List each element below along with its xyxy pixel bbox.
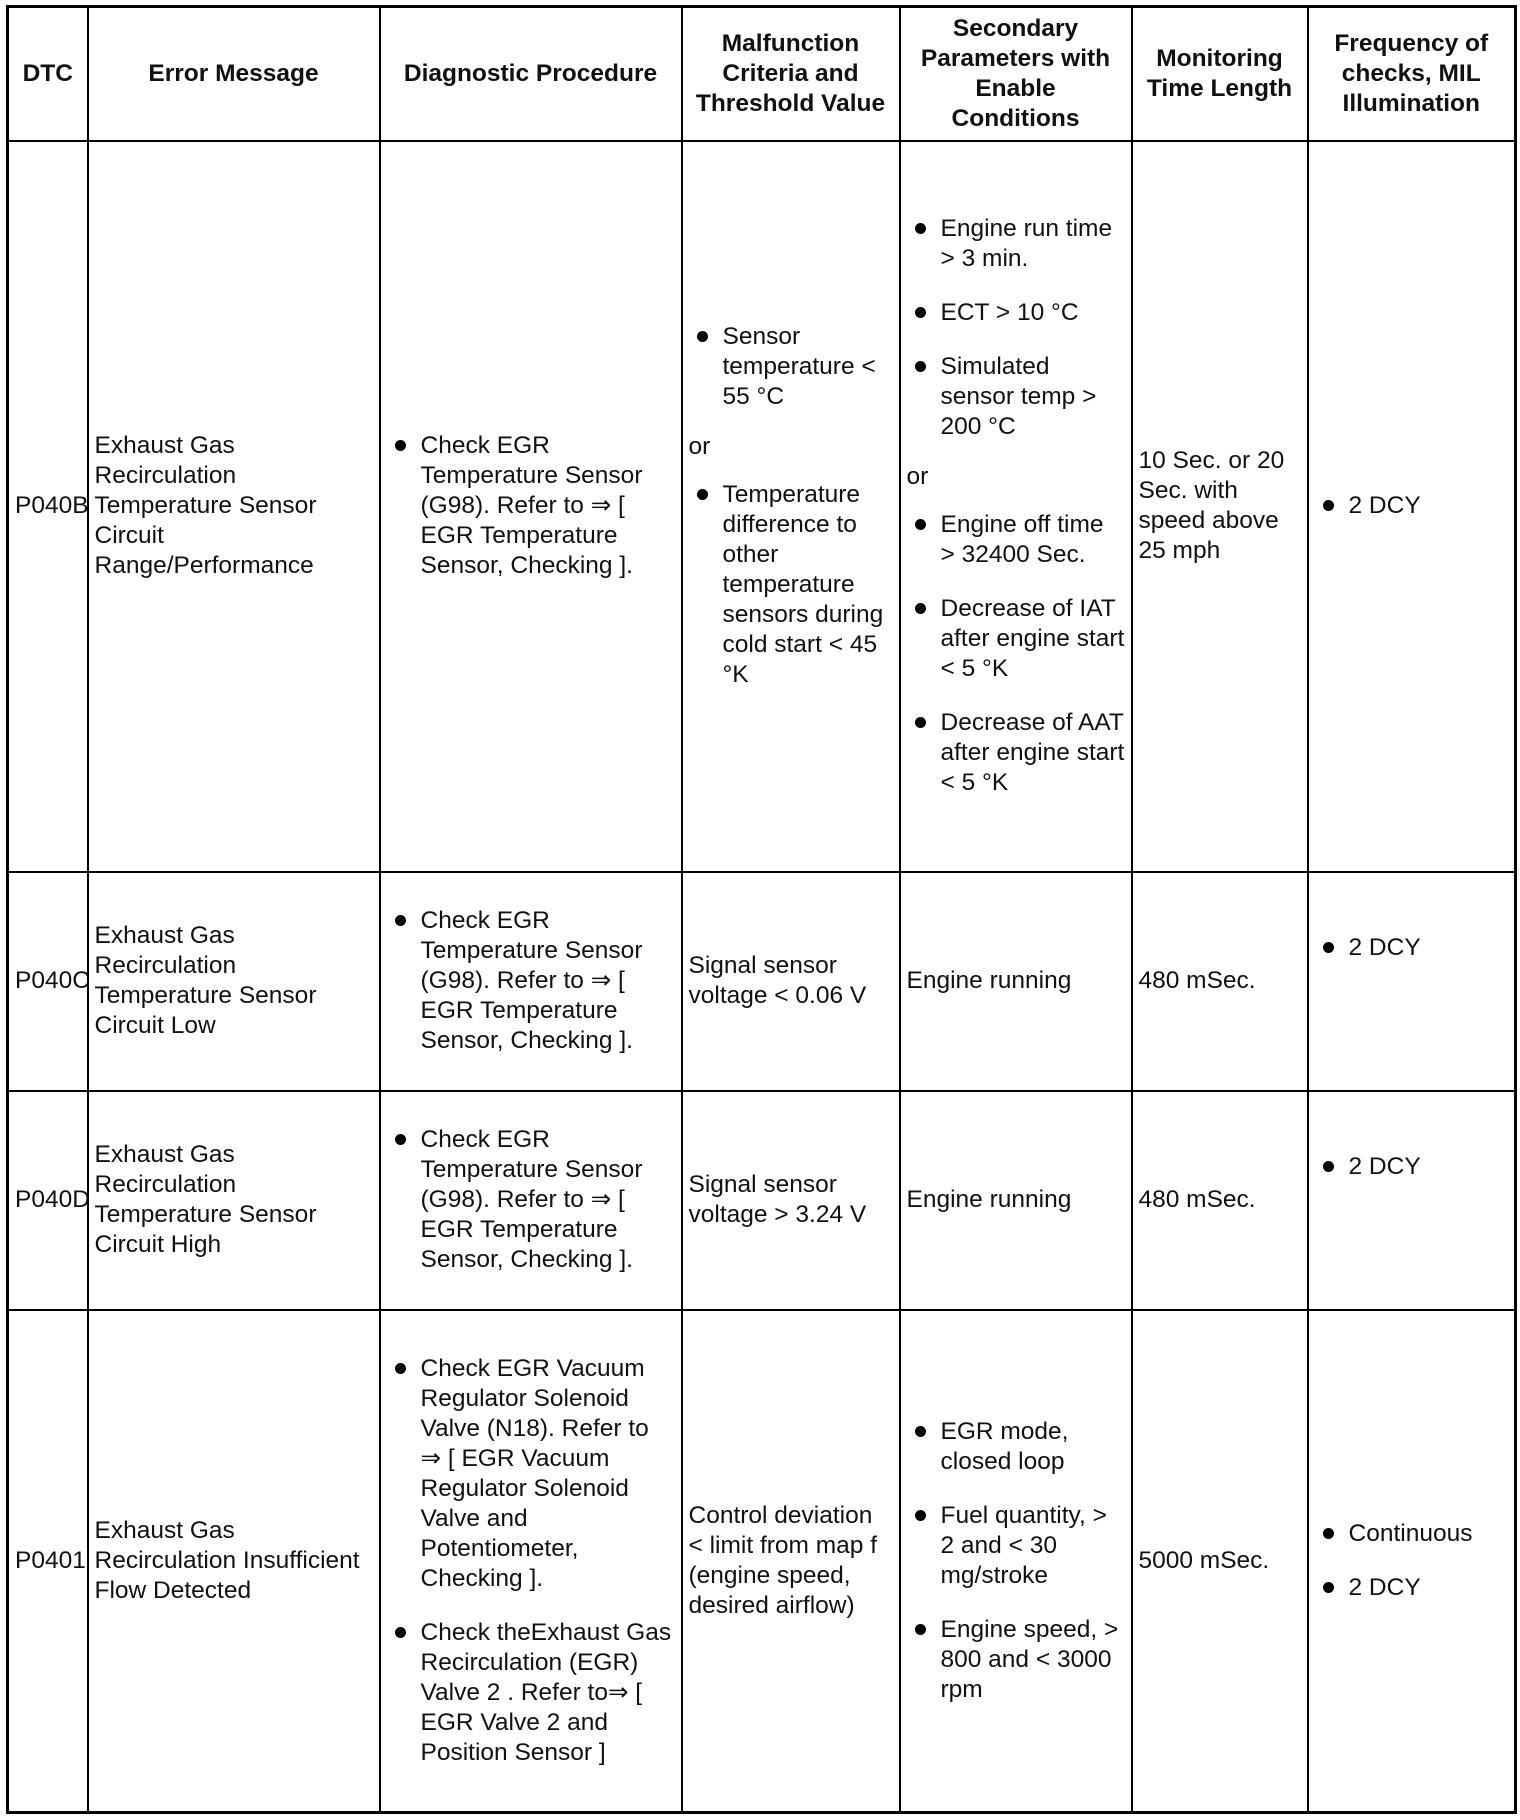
monitoring-time: 5000 mSec. [1132,1310,1308,1813]
malfunction-criteria: Control deviation < limit from map f (engine speed, desired airflow) [682,1310,900,1813]
frequency [1308,872,1516,1091]
frequency-item: Continuous [1315,1519,1509,1549]
header-diagnostic-procedure: Diagnostic Procedure [380,7,682,141]
diagnostic-procedure [380,1091,682,1310]
procedure-item: Check EGR Temperature Sensor (G98). Refer to ⇒ [ EGR Temperature Sensor, Checking ]. [387,431,675,581]
table-row [8,1091,1516,1310]
error-message: Exhaust Gas Recirculation Temperature Sensor Circuit High [88,1091,380,1310]
malfunction-criteria: Signal sensor voltage > 3.24 V [682,1091,900,1310]
dtc-code: P0401 [8,1310,88,1813]
criteria-item: Temperature difference to other temperature sensors during cold start < 45 °K [689,480,893,690]
condition-item: Engine run time > 3 min. [907,214,1125,274]
table-row [8,872,1516,1091]
malfunction-criteria [682,141,900,872]
monitoring-time: 480 mSec. [1132,1091,1308,1310]
condition-item: Fuel quantity, > 2 and < 30 mg/stroke [907,1501,1125,1591]
frequency [1308,141,1516,872]
procedure-item: Check EGR Temperature Sensor (G98). Refer to ⇒ [ EGR Temperature Sensor, Checking ]. [387,906,675,1056]
table-row [8,1310,1516,1813]
header-error-message: Error Message [88,7,380,141]
diagnostic-procedure [380,1310,682,1813]
dtc-code: P040B [8,141,88,872]
secondary-parameters: Engine running [900,872,1132,1091]
secondary-parameters [900,1310,1132,1813]
header-monitoring-time: Monitoring Time Length [1132,7,1308,141]
condition-item: Engine off time > 32400 Sec. [907,510,1125,570]
secondary-parameters [900,141,1132,872]
procedure-item: Check theExhaust Gas Recirculation (EGR) Valve 2 . Refer to⇒ [ EGR Valve 2 and Position Sensor ] [387,1618,675,1768]
condition-item: EGR mode, closed loop [907,1417,1125,1477]
frequency [1308,1091,1516,1310]
frequency [1308,1310,1516,1813]
dtc-document [6,5,1514,1811]
criteria-item: Sensor temperature < 55 °C [689,322,893,412]
header-row [8,7,1516,141]
header-dtc: DTC [8,7,88,141]
error-message: Exhaust Gas Recirculation Temperature Sensor Circuit Range/Performance [88,141,380,872]
secondary-parameters: Engine running [900,1091,1132,1310]
error-message: Exhaust Gas Recirculation Temperature Sensor Circuit Low [88,872,380,1091]
condition-item: ECT > 10 °C [907,298,1125,328]
procedure-item: Check EGR Temperature Sensor (G98). Refer to ⇒ [ EGR Temperature Sensor, Checking ]. [387,1125,675,1275]
header-frequency: Frequency of checks, MIL Illumination [1308,7,1516,141]
diagnostic-procedure [380,141,682,872]
dtc-table [6,5,1517,1814]
diagnostic-procedure [380,872,682,1091]
condition-item: Decrease of IAT after engine start < 5 °K [907,594,1125,684]
condition-item: Engine speed, > 800 and < 3000 rpm [907,1615,1125,1705]
frequency-item: 2 DCY [1315,491,1509,521]
or-separator: or [688,433,711,460]
condition-item: Simulated sensor temp > 200 °C [907,352,1125,442]
monitoring-time: 480 mSec. [1132,872,1308,1091]
table-row [8,141,1516,872]
monitoring-time: 10 Sec. or 20 Sec. with speed above 25 mph [1132,141,1308,872]
malfunction-criteria: Signal sensor voltage < 0.06 V [682,872,900,1091]
error-message: Exhaust Gas Recirculation Insufficient Flow Detected [88,1310,380,1813]
condition-item: Decrease of AAT after engine start < 5 °K [907,708,1125,798]
frequency-item: 2 DCY [1315,1152,1509,1182]
header-secondary-parameters: Secondary Parameters with Enable Conditions [900,7,1132,141]
frequency-item: 2 DCY [1315,1573,1509,1603]
dtc-code: P040D [8,1091,88,1310]
or-separator: or [906,463,929,490]
header-malfunction-criteria: Malfunction Criteria and Threshold Value [682,7,900,141]
procedure-item: Check EGR Vacuum Regulator Solenoid Valve (N18). Refer to ⇒ [ EGR Vacuum Regulator Solenoid Valve and Potentiometer, Checking ]. [387,1354,675,1594]
frequency-item: 2 DCY [1315,933,1509,963]
dtc-code: P040C [8,872,88,1091]
